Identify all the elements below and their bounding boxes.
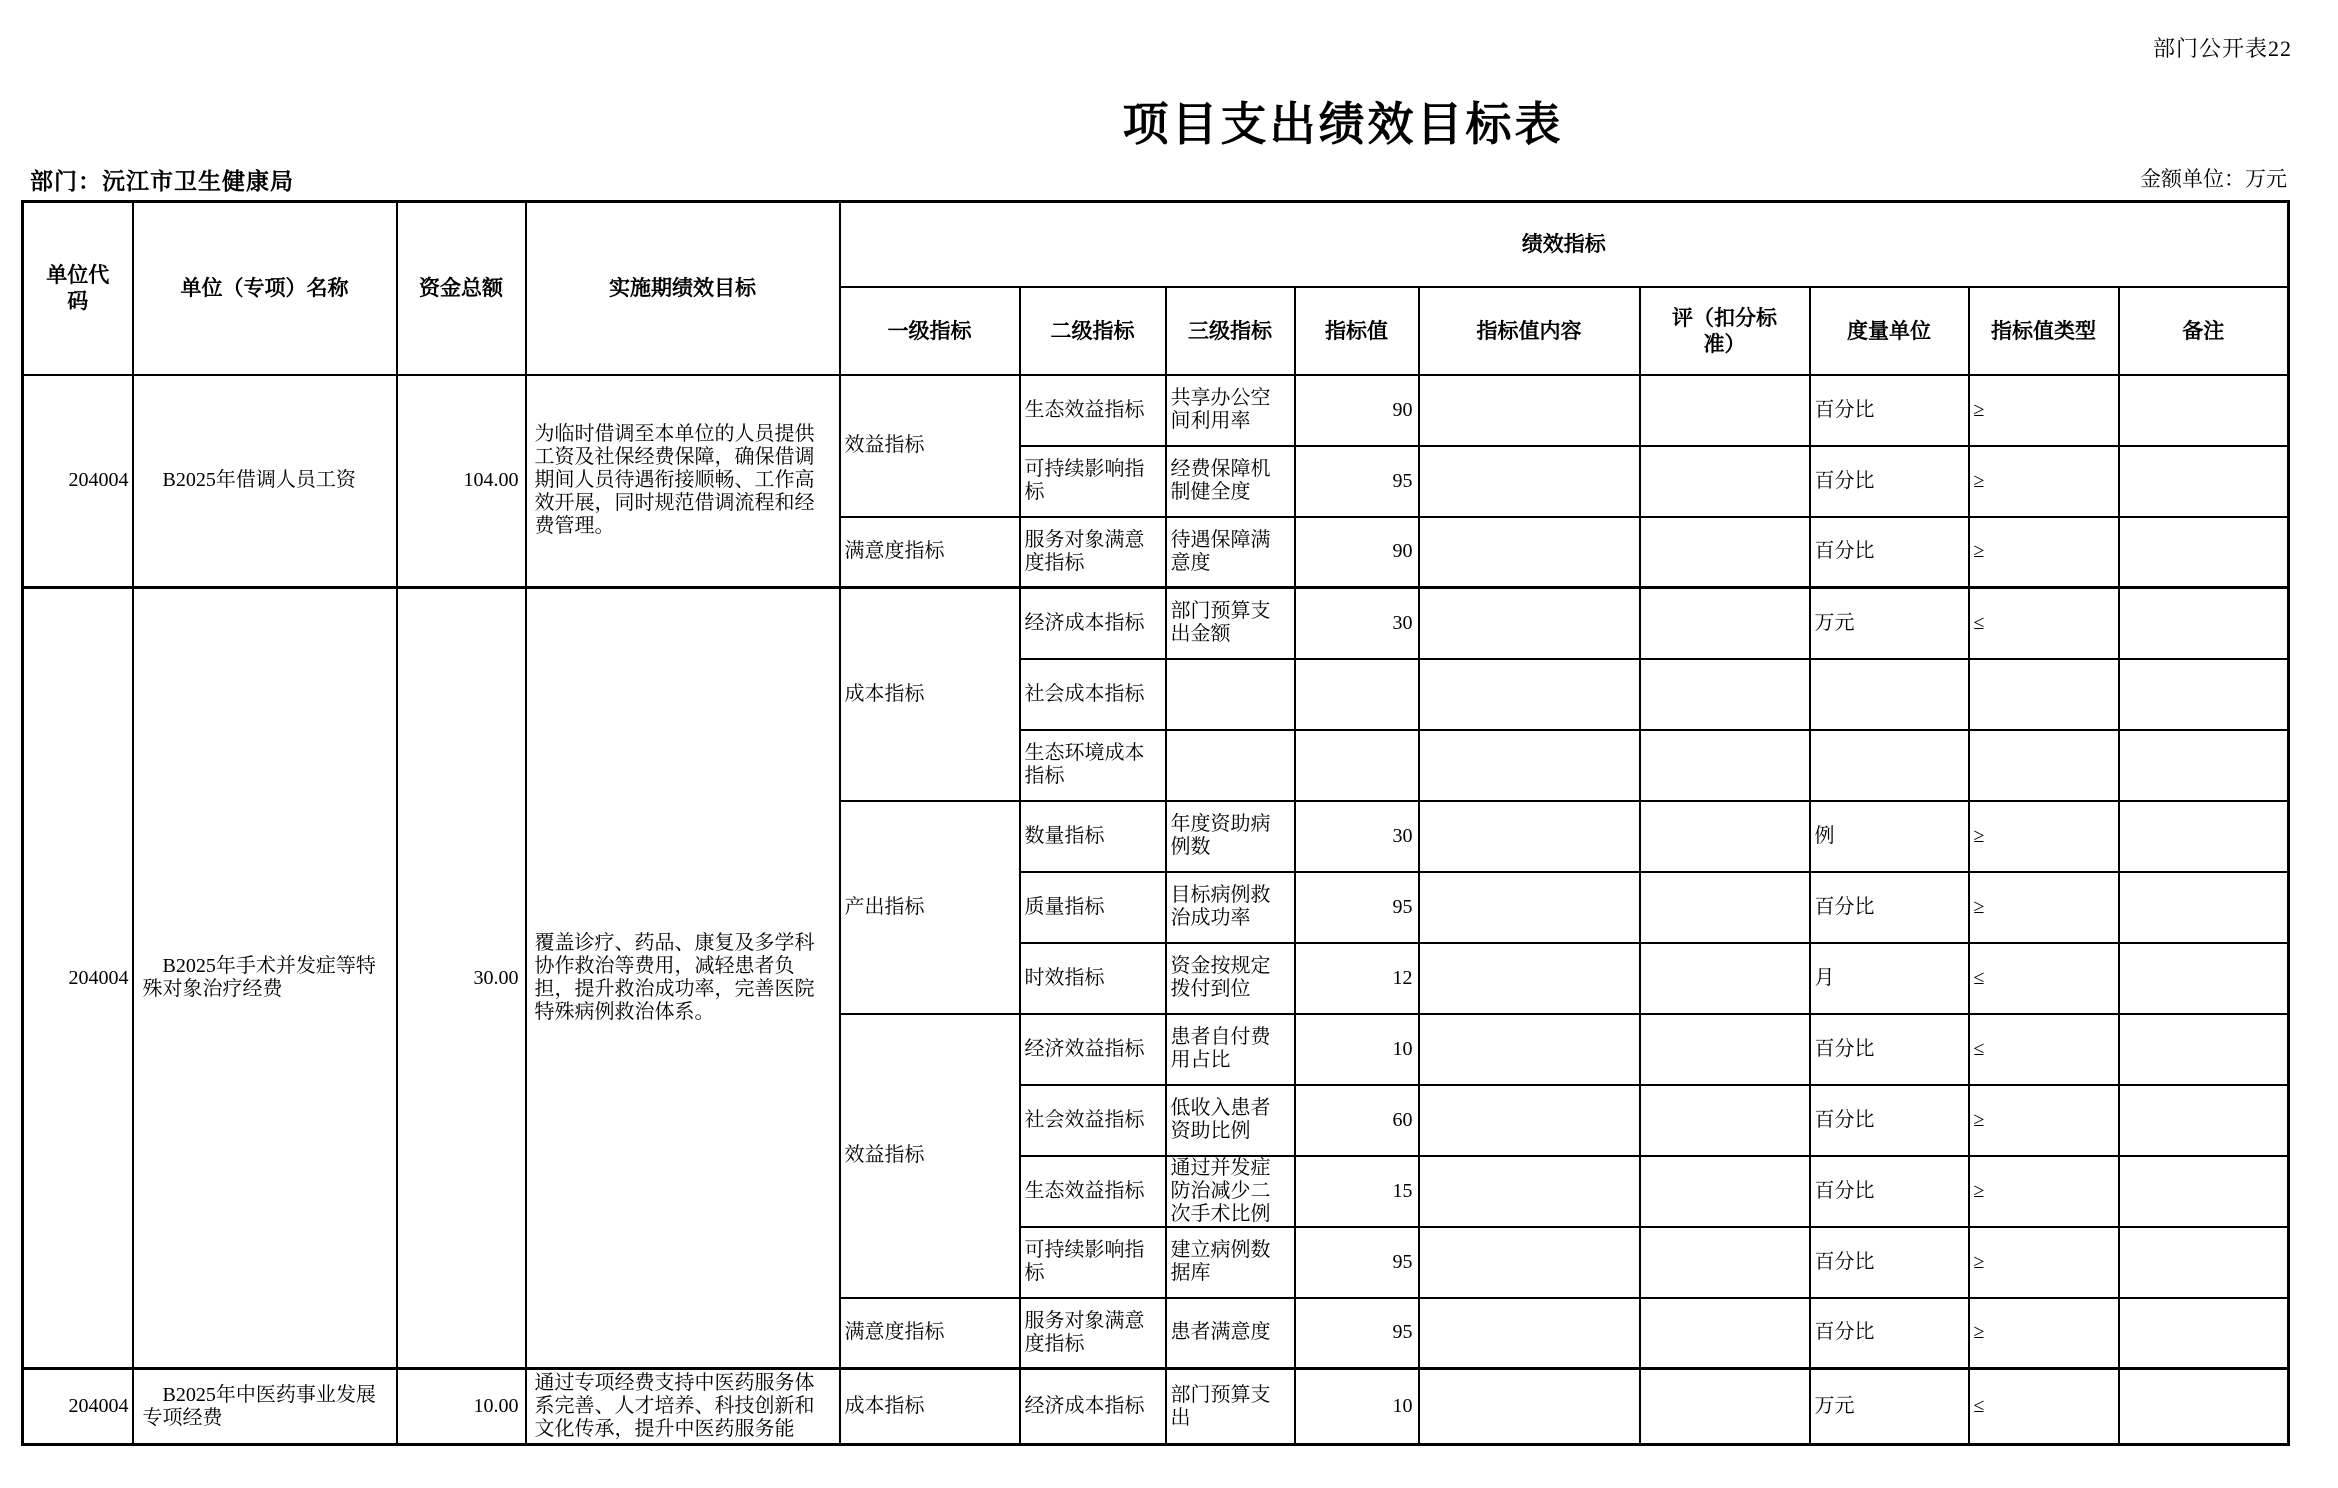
cell-remark xyxy=(2119,1369,2289,1445)
cell-indicator-value: 95 xyxy=(1295,872,1419,943)
header-remark: 备注 xyxy=(2119,287,2289,375)
cell-value-content xyxy=(1419,1156,1640,1227)
cell-unit-code: 204004 xyxy=(23,375,133,588)
header-scoring-standard-label: 评（扣分标准） xyxy=(1671,305,1777,356)
cell-value-type: ≥ xyxy=(1969,446,2119,517)
cell-impl-goal: 通过专项经费支持中医药服务体系完善、人才培养、科技创新和文化传承，提升中医药服务能 xyxy=(526,1369,840,1445)
header-unit-code xyxy=(23,202,133,375)
cell-value-type: ≤ xyxy=(1969,1369,2119,1445)
cell-remark xyxy=(2119,446,2289,517)
cell-scoring xyxy=(1640,1156,1810,1227)
header-level3: 三级指标 xyxy=(1166,287,1295,375)
cell-indicator-value: 95 xyxy=(1295,446,1419,517)
cell-value-content xyxy=(1419,517,1640,588)
cell-measure-unit: 百分比 xyxy=(1810,1298,1969,1369)
cell-level3: 年度资助病例数 xyxy=(1166,801,1295,872)
cell-value-content xyxy=(1419,1085,1640,1156)
cell-remark xyxy=(2119,872,2289,943)
amount-unit-label: 金额单位：万元 xyxy=(2140,167,2287,191)
cell-measure-unit: 百分比 xyxy=(1810,1085,1969,1156)
cell-level3 xyxy=(1166,659,1295,730)
cell-indicator-value: 95 xyxy=(1295,1227,1419,1298)
cell-measure-unit xyxy=(1810,730,1969,801)
cell-scoring xyxy=(1640,517,1810,588)
cell-indicator-value: 90 xyxy=(1295,517,1419,588)
cell-scoring xyxy=(1640,1298,1810,1369)
cell-measure-unit: 万元 xyxy=(1810,588,1969,659)
cell-value-type: ≥ xyxy=(1969,1298,2119,1369)
cell-level3: 共享办公空间利用率 xyxy=(1166,375,1295,446)
cell-value-content xyxy=(1419,730,1640,801)
cell-level1: 产出指标 xyxy=(840,801,1020,1014)
cell-unit-code: 204004 xyxy=(23,588,133,1369)
table-row xyxy=(23,375,2289,446)
header-indicator-value-content: 指标值内容 xyxy=(1419,287,1640,375)
header-level1: 一级指标 xyxy=(840,287,1020,375)
cell-level3: 通过并发症防治减少二次手术比例 xyxy=(1166,1156,1295,1227)
cell-amount: 10.00 xyxy=(397,1369,526,1445)
cell-remark xyxy=(2119,517,2289,588)
cell-measure-unit: 百分比 xyxy=(1810,446,1969,517)
cell-value-content xyxy=(1419,1227,1640,1298)
cell-scoring xyxy=(1640,446,1810,517)
cell-level3: 部门预算支出 xyxy=(1166,1369,1295,1445)
cell-measure-unit: 百分比 xyxy=(1810,872,1969,943)
cell-level2: 服务对象满意度指标 xyxy=(1020,517,1166,588)
cell-value-content xyxy=(1419,1298,1640,1369)
cell-indicator-value: 10 xyxy=(1295,1369,1419,1445)
cell-level1: 成本指标 xyxy=(840,588,1020,801)
cell-measure-unit: 百分比 xyxy=(1810,1227,1969,1298)
cell-scoring xyxy=(1640,659,1810,730)
cell-level2: 质量指标 xyxy=(1020,872,1166,943)
cell-value-type: ≥ xyxy=(1969,517,2119,588)
cell-scoring xyxy=(1640,801,1810,872)
cell-indicator-value: 30 xyxy=(1295,801,1419,872)
cell-measure-unit xyxy=(1810,659,1969,730)
cell-value-type: ≤ xyxy=(1969,943,2119,1014)
cell-unit-name: B2025年手术并发症等特殊对象治疗经费 xyxy=(133,588,397,1369)
cell-level3: 患者满意度 xyxy=(1166,1298,1295,1369)
table-row xyxy=(23,1369,2289,1445)
department-label: 部门：沅江市卫生健康局 xyxy=(30,169,294,194)
cell-scoring xyxy=(1640,375,1810,446)
cell-remark xyxy=(2119,375,2289,446)
cell-scoring xyxy=(1640,943,1810,1014)
cell-value-type: ≥ xyxy=(1969,801,2119,872)
cell-measure-unit: 例 xyxy=(1810,801,1969,872)
cell-measure-unit: 百分比 xyxy=(1810,375,1969,446)
cell-unit-name: B2025年借调人员工资 xyxy=(133,375,397,588)
cell-level2: 社会效益指标 xyxy=(1020,1085,1166,1156)
cell-value-content xyxy=(1419,943,1640,1014)
cell-level3: 待遇保障满意度 xyxy=(1166,517,1295,588)
cell-value-type: ≥ xyxy=(1969,1085,2119,1156)
cell-level2: 经济成本指标 xyxy=(1020,588,1166,659)
cell-value-type: ≥ xyxy=(1969,375,2119,446)
cell-measure-unit: 百分比 xyxy=(1810,517,1969,588)
header-unit-code-label: 单位代码 xyxy=(46,263,110,314)
cell-level3: 资金按规定拨付到位 xyxy=(1166,943,1295,1014)
header-indicator-value: 指标值 xyxy=(1295,287,1419,375)
cell-remark xyxy=(2119,1014,2289,1085)
cell-level1: 满意度指标 xyxy=(840,517,1020,588)
cell-scoring xyxy=(1640,1369,1810,1445)
cell-value-type: ≥ xyxy=(1969,1227,2119,1298)
cell-level3: 经费保障机制健全度 xyxy=(1166,446,1295,517)
cell-level3: 目标病例救治成功率 xyxy=(1166,872,1295,943)
cell-scoring xyxy=(1640,1014,1810,1085)
cell-impl-goal: 覆盖诊疗、药品、康复及多学科协作救治等费用，减轻患者负担，提升救治成功率，完善医院特殊病例救治体系。 xyxy=(526,588,840,1369)
cell-indicator-value: 15 xyxy=(1295,1156,1419,1227)
cell-value-type: ≤ xyxy=(1969,1014,2119,1085)
cell-value-type: ≤ xyxy=(1969,588,2119,659)
cell-level2: 可持续影响指标 xyxy=(1020,446,1166,517)
cell-indicator-value: 90 xyxy=(1295,375,1419,446)
cell-scoring xyxy=(1640,872,1810,943)
cell-level3 xyxy=(1166,730,1295,801)
cell-level1: 效益指标 xyxy=(840,1014,1020,1298)
cell-value-content xyxy=(1419,659,1640,730)
header-perf-indicators: 绩效指标 xyxy=(840,202,2289,287)
cell-level2: 社会成本指标 xyxy=(1020,659,1166,730)
cell-indicator-value xyxy=(1295,659,1419,730)
performance-target-table xyxy=(21,200,2290,1446)
cell-value-content xyxy=(1419,1014,1640,1085)
cell-remark xyxy=(2119,730,2289,801)
cell-indicator-value: 10 xyxy=(1295,1014,1419,1085)
cell-amount: 30.00 xyxy=(397,588,526,1369)
cell-value-content xyxy=(1419,1369,1640,1445)
cell-unit-code: 204004 xyxy=(23,1369,133,1445)
header-impl-goal: 实施期绩效目标 xyxy=(526,202,840,375)
cell-level2: 生态效益指标 xyxy=(1020,1156,1166,1227)
header-total-amount: 资金总额 xyxy=(397,202,526,375)
cell-level2: 生态效益指标 xyxy=(1020,375,1166,446)
cell-level1: 满意度指标 xyxy=(840,1298,1020,1369)
cell-unit-name: B2025年中医药事业发展专项经费 xyxy=(133,1369,397,1445)
cell-remark xyxy=(2119,1085,2289,1156)
cell-measure-unit: 百分比 xyxy=(1810,1014,1969,1085)
cell-scoring xyxy=(1640,1085,1810,1156)
cell-impl-goal: 为临时借调至本单位的人员提供工资及社保经费保障，确保借调期间人员待遇衔接顺畅、工作高效开展，同时规范借调流程和经费管理。 xyxy=(526,375,840,588)
cell-level3: 建立病例数据库 xyxy=(1166,1227,1295,1298)
cell-level2: 数量指标 xyxy=(1020,801,1166,872)
cell-level2: 可持续影响指标 xyxy=(1020,1227,1166,1298)
cell-level1: 成本指标 xyxy=(840,1369,1020,1445)
cell-value-content xyxy=(1419,801,1640,872)
cell-level2: 经济成本指标 xyxy=(1020,1369,1166,1445)
cell-measure-unit: 万元 xyxy=(1810,1369,1969,1445)
cell-indicator-value: 95 xyxy=(1295,1298,1419,1369)
cell-value-content xyxy=(1419,446,1640,517)
cell-remark xyxy=(2119,801,2289,872)
cell-level2: 生态环境成本指标 xyxy=(1020,730,1166,801)
cell-indicator-value: 30 xyxy=(1295,588,1419,659)
cell-remark xyxy=(2119,1156,2289,1227)
cell-value-content xyxy=(1419,872,1640,943)
cell-remark xyxy=(2119,1298,2289,1369)
header-value-type: 指标值类型 xyxy=(1969,287,2119,375)
cell-measure-unit: 月 xyxy=(1810,943,1969,1014)
cell-scoring xyxy=(1640,1227,1810,1298)
cell-level2: 服务对象满意度指标 xyxy=(1020,1298,1166,1369)
cell-level3: 患者自付费用占比 xyxy=(1166,1014,1295,1085)
header-level2: 二级指标 xyxy=(1020,287,1166,375)
cell-level1: 效益指标 xyxy=(840,375,1020,517)
table-row xyxy=(23,588,2289,659)
cell-value-content xyxy=(1419,375,1640,446)
header-measure-unit: 度量单位 xyxy=(1810,287,1969,375)
cell-level2: 时效指标 xyxy=(1020,943,1166,1014)
cell-remark xyxy=(2119,588,2289,659)
cell-value-type: ≥ xyxy=(1969,872,2119,943)
cell-remark xyxy=(2119,1227,2289,1298)
cell-measure-unit: 百分比 xyxy=(1810,1156,1969,1227)
header-scoring-standard xyxy=(1640,287,1810,375)
cell-value-type: ≥ xyxy=(1969,1156,2119,1227)
page-title: 项目支出绩效目标表 xyxy=(1122,99,1564,150)
cell-value-content xyxy=(1419,588,1640,659)
cell-level3: 部门预算支出金额 xyxy=(1166,588,1295,659)
cell-level3: 低收入患者资助比例 xyxy=(1166,1085,1295,1156)
sheet-number-label: 部门公开表22 xyxy=(2152,36,2292,61)
cell-scoring xyxy=(1640,588,1810,659)
cell-scoring xyxy=(1640,730,1810,801)
cell-amount: 104.00 xyxy=(397,375,526,588)
cell-level2: 经济效益指标 xyxy=(1020,1014,1166,1085)
header-unit-name: 单位（专项）名称 xyxy=(133,202,397,375)
cell-value-type xyxy=(1969,659,2119,730)
cell-indicator-value: 12 xyxy=(1295,943,1419,1014)
cell-indicator-value xyxy=(1295,730,1419,801)
cell-indicator-value: 60 xyxy=(1295,1085,1419,1156)
cell-value-type xyxy=(1969,730,2119,801)
cell-remark xyxy=(2119,659,2289,730)
cell-remark xyxy=(2119,943,2289,1014)
